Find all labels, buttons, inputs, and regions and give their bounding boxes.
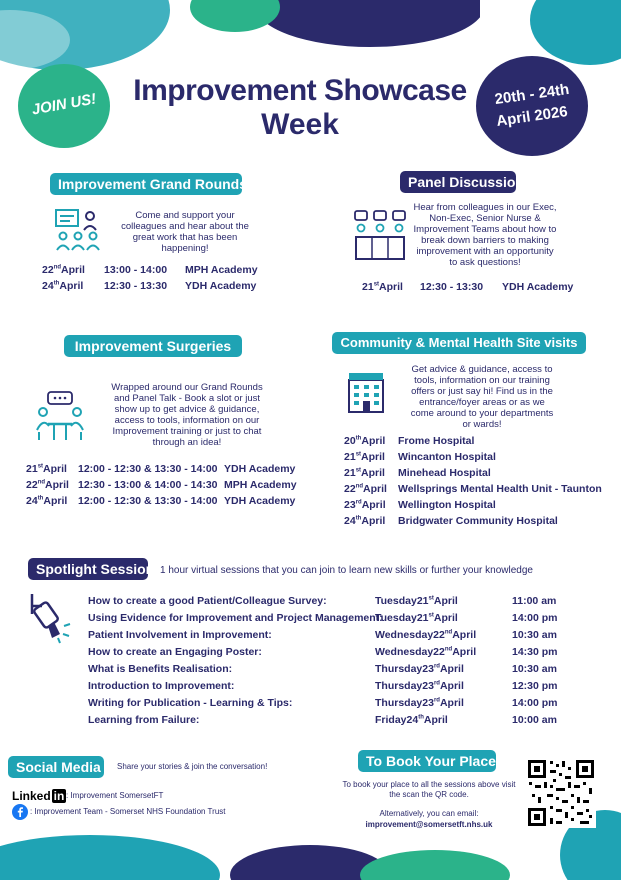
date-suffix: st [428,595,434,602]
date-day: 20 [344,435,356,447]
date [375,697,464,709]
weekday: Thursday [375,680,423,692]
date [26,495,67,507]
date-day: 21 [344,451,356,463]
date [26,479,69,491]
date-day: 24 [406,714,419,726]
date-month: April [452,629,477,641]
date [375,714,448,726]
date-suffix: rd [433,680,440,687]
date-suffix: nd [444,646,453,653]
time: 14:30 pm [512,646,558,658]
date-day: 24 [344,515,356,527]
time: 14:00 pm [512,612,558,624]
time: 10:00 am [512,714,557,726]
date-day: 23 [422,697,434,709]
date-month: April [433,595,458,607]
session-title: How to create an Engaging Poster: [88,646,262,658]
date-day: 22 [433,629,445,641]
date [375,629,476,641]
location: Wellington Hospital [398,499,496,511]
time: 14:00 pm [512,697,558,709]
time: 12:30 pm [512,680,558,692]
facebook-handle[interactable]: : Improvement Team - Somerset NHS Foundation Trust [30,807,226,816]
date [344,499,386,511]
date-day: 22 [433,646,445,658]
location: Wellsprings Mental Health Unit - Taunton [398,483,602,495]
date-month: April [423,714,448,726]
date-day: 21 [26,463,38,475]
date [26,463,67,475]
decor-blob-top-teal [190,0,280,35]
weekday: Wednesday [375,646,434,658]
date-day: 22 [26,479,38,491]
grand-rounds-heading: Improvement Grand Rounds [50,173,242,195]
time: 12:30 - 13:30 [104,280,168,292]
time: 13:00 - 14:00 [104,264,168,276]
date-suffix: st [355,467,362,474]
date-day: 21 [416,612,429,624]
date [344,467,385,479]
time: 10:30 am [512,629,557,641]
location: MPH Academy [224,479,297,491]
date-month: April [363,483,387,495]
panel-discussion-icon [354,210,406,264]
date-month: April [361,499,386,511]
location: YDH Academy [224,495,296,507]
date-suffix: st [428,612,434,619]
location: Frome Hospital [398,435,475,447]
date [375,646,476,658]
surgeries-description: Wrapped around our Grand Rounds and Panel Talk - Book a slot or just show up to get advice & guidance, access to tools, information on our Improvement training or just to chat through an idea! [111,382,263,448]
location: YDH Academy [502,281,574,293]
date-day: 23 [344,499,356,511]
date-day: 21 [344,467,356,479]
join-badge-text: JOIN US! [30,90,98,119]
weekday: Thursday [375,663,423,675]
session-title: What is Benefits Realisation: [88,663,233,675]
spotlight-heading: Spotlight Sessions [28,558,148,580]
decor-blob-bottom-teal [360,840,510,880]
date-month: April [361,515,386,527]
booking-instructions: To book your place to all the sessions above visit the scan the QR code. [342,780,516,799]
consultation-icon [34,390,86,442]
linkedin-in-box: in [53,789,65,803]
date-month: April [361,467,385,479]
date-day: 22 [344,483,356,495]
booking-heading: To Book Your Place: [358,750,496,772]
surgeries-heading: Improvement Surgeries [64,335,242,357]
weekday: Thursday [375,697,423,709]
date-suffix: rd [355,499,362,506]
time: 12:00 - 12:30 & 13:30 - 14:00 [78,463,218,475]
hospital-building-icon [346,370,386,414]
page-title-line2: Week [261,108,339,141]
social-tagline: Share your stories & join the conversation! [117,762,268,771]
spotlight-icon [26,592,72,644]
date-suffix: rd [433,697,440,704]
date-month: April [452,646,477,658]
presentation-icon [54,208,102,254]
date [344,483,387,495]
date-suffix: th [418,714,424,721]
booking-alternative: Alternatively, you can email: [379,809,479,818]
decor-blob-bottom-left [0,820,220,880]
date-day: 21 [416,595,429,607]
booking-email[interactable]: improvement@somersetft.nhs.uk [365,820,493,829]
time: 12:30 - 13:00 & 14:00 - 14:30 [78,479,218,491]
date-suffix: st [37,463,44,470]
date [375,595,458,607]
date-month: April [45,479,69,491]
date-month: April [433,612,458,624]
panel-description: Hear from colleagues in our Exec, Non-Exec, Senior Nurse & Improvement Teams about how to break down barriers to making improvement with an opportunity to ask questions! [413,202,557,268]
date-month: April [379,281,403,293]
location: YDH Academy [185,280,257,292]
date-month: April [43,495,68,507]
date-suffix: nd [355,483,364,490]
weekday: Tuesday [375,612,417,624]
date [362,281,403,293]
qr-code[interactable] [526,758,596,828]
session-title: Using Evidence for Improvement and Project Management: [88,612,383,624]
community-description: Get advice & guidance, access to tools, information on our training offers or just say hi! Find us in the entrance/foyer areas or as we come around to your departments or wards! [410,364,554,430]
date-suffix: th [53,280,60,287]
weekday: Tuesday [375,595,417,607]
date-month: April [439,697,464,709]
date-day: 23 [422,663,434,675]
weekday: Friday [375,714,407,726]
location: Bridgwater Community Hospital [398,515,558,527]
date-suffix: th [355,435,362,442]
date-suffix: th [355,515,362,522]
session-title: How to create a good Patient/Colleague Survey: [88,595,327,607]
social-heading: Social Media [8,756,104,778]
date-suffix: th [37,495,44,502]
date [375,612,458,624]
date-badge-line1: 20th - 24th [493,80,571,109]
community-heading: Community & Mental Health Site visits [332,332,586,354]
linkedin-logo[interactable] [12,789,66,803]
date-day: 22 [42,264,54,276]
panel-heading: Panel Discussion [400,171,516,193]
session-title: Learning from Failure: [88,714,200,726]
grand-rounds-description: Come and support your colleagues and hear about the great work that has been happening! [121,210,249,254]
location: YDH Academy [224,463,296,475]
time: 11:00 am [512,595,557,607]
date-month: April [59,280,84,292]
date-suffix: rd [433,663,440,670]
date-day: 23 [422,680,434,692]
spotlight-subtitle: 1 hour virtual sessions that you can join to learn new skills or further your knowledge [160,565,533,576]
location: Minehead Hospital [398,467,491,479]
linkedin-handle[interactable]: : Improvement SomersetFT [66,791,164,800]
date-month: April [439,680,464,692]
session-title: Writing for Publication - Learning & Tips: [88,697,293,709]
session-title: Introduction to Improvement: [88,680,235,692]
date-day: 24 [26,495,38,507]
date-month: April [43,463,67,475]
date-month: April [439,663,464,675]
date-badge-line2: April 2026 [495,103,569,130]
weekday: Wednesday [375,629,434,641]
linkedin-brand: Linked [12,789,51,803]
location: MPH Academy [185,264,258,276]
session-title: Patient Involvement in Improvement: [88,629,272,641]
date [344,435,385,447]
date [344,515,385,527]
date-day: 24 [42,280,54,292]
page-title-line1: Improvement Showcase [133,74,467,107]
date-month: April [361,435,386,447]
date [375,663,464,675]
time: 12:30 - 13:30 [420,281,484,293]
date [344,451,385,463]
date-suffix: nd [444,629,453,636]
facebook-icon[interactable] [12,804,28,820]
date [42,280,83,292]
date-day: 21 [362,281,374,293]
date-suffix: nd [53,264,62,271]
location: Wincanton Hospital [398,451,496,463]
time: 10:30 am [512,663,557,675]
date [42,264,85,276]
date-suffix: st [355,451,362,458]
date-suffix: nd [37,479,46,486]
decor-blob-top-center [260,0,480,50]
date [375,680,464,692]
time: 12:00 - 12:30 & 13:30 - 14:00 [78,495,218,507]
date-month: April [61,264,85,276]
date-suffix: st [373,281,380,288]
date-month: April [361,451,385,463]
